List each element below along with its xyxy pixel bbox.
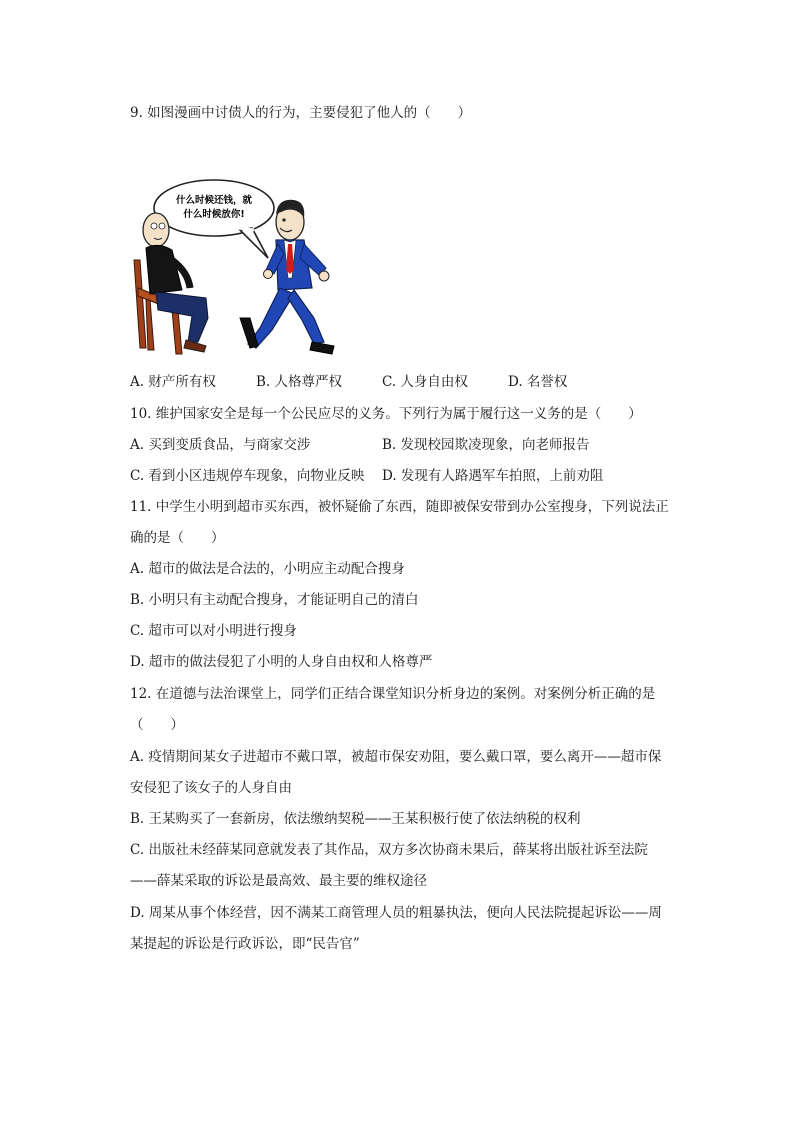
q12-option-d-line2[interactable]: 某提起的诉讼是行政诉讼，即“民告官”: [130, 936, 360, 952]
q11-stem-line1: 11. 中学生小明到超市买东西，被怀疑偷了东西，随即被保安带到办公室搜身，下列说法正: [130, 499, 669, 515]
q10-option-b[interactable]: B. 发现校园欺凌现象，向老师报告: [382, 437, 590, 453]
q12-option-c-line2[interactable]: ——薛某采取的诉讼是最高效、最主要的维权途径: [130, 873, 427, 889]
q9-stem: 9. 如图漫画中讨债人的行为，主要侵犯了他人的（ ）: [130, 105, 472, 121]
cartoon-illustration: [128, 178, 340, 358]
q11-stem-line2: 确的是（ ）: [130, 530, 225, 546]
q10-option-c[interactable]: C. 看到小区违规停车现象，向物业反映: [130, 468, 365, 484]
q12-option-d-line1[interactable]: D. 周某从事个体经营，因不满某工商管理人员的粗暴执法，便向人民法院提起诉讼——周: [130, 905, 662, 921]
q9-option-a[interactable]: A. 财产所有权: [130, 374, 216, 390]
q12-option-a-line2[interactable]: 安侵犯了该女子的人身自由: [130, 780, 292, 796]
q11-option-d[interactable]: D. 超市的做法侵犯了小明的人身自由权和人格尊严: [130, 654, 433, 670]
q10-options-row2: [130, 466, 603, 486]
speech-text-2: 什么时候放你!: [183, 209, 245, 220]
q9-option-c[interactable]: C. 人身自由权: [382, 374, 468, 390]
q10-option-d[interactable]: D. 发现有人路遇军车拍照，上前劝阻: [382, 468, 604, 484]
q11-option-c[interactable]: C. 超市可以对小明进行搜身: [130, 623, 297, 639]
q12-option-a-line1[interactable]: A. 疫情期间某女子进超市不戴口罩，被超市保安劝阻，要么戴口罩，要么离开——超市保: [130, 749, 662, 765]
speech-text-1: 什么时候还钱，就: [175, 195, 253, 206]
q9-option-b[interactable]: B. 人格尊严权: [256, 374, 343, 390]
q12-stem-line2: （ ）: [130, 717, 184, 733]
q12-option-c-line1[interactable]: C. 出版社未经薛某同意就发表了其作品，双方多次协商未果后，薛某将出版社诉至法院: [130, 842, 648, 858]
q9-options: [130, 372, 567, 392]
q11-option-b[interactable]: B. 小明只有主动配合搜身，才能证明自己的清白: [130, 592, 419, 608]
q12-stem-line1: 12. 在道德与法治课堂上，同学们正结合课堂知识分析身边的案例。对案例分析正确的是: [130, 686, 656, 702]
q10-option-a[interactable]: A. 买到变质食品，与商家交涉: [130, 437, 311, 453]
q9-option-d[interactable]: D. 名誉权: [508, 374, 568, 390]
q12-option-b[interactable]: B. 王某购买了一套新房，依法缴纳契税——王某积极行使了依法纳税的权利: [130, 811, 581, 827]
q11-option-a[interactable]: A. 超市的做法是合法的，小明应主动配合搜身: [130, 561, 405, 577]
q10-stem: 10. 维护国家安全是每一个公民应尽的义务。下列行为属于履行这一义务的是（ ）: [130, 406, 642, 422]
q10-options-row1: [130, 435, 590, 455]
